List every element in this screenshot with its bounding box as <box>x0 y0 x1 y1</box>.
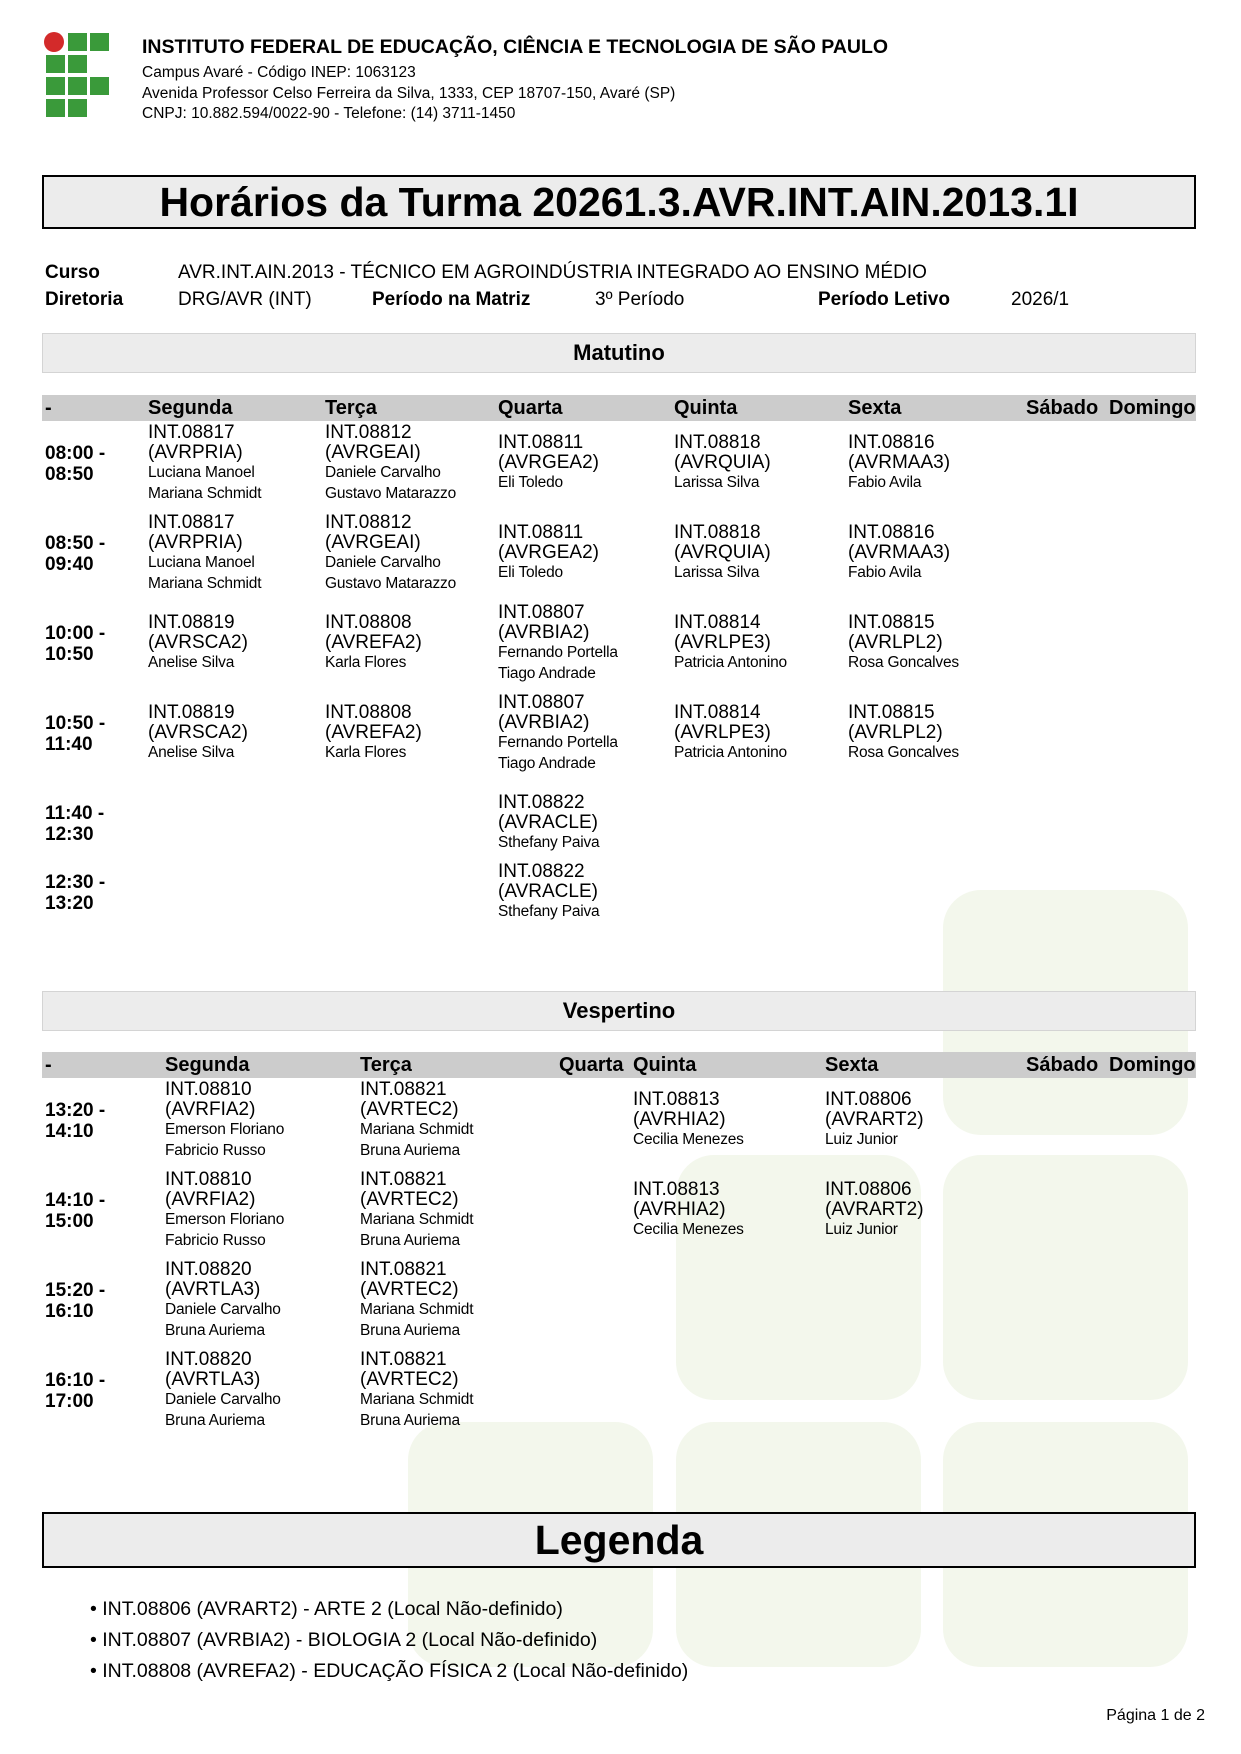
periodo-letivo-value: 2026/1 <box>1011 289 1070 310</box>
class-code: INT.08811 <box>498 522 584 543</box>
class-abbrev: (AVRLPE3) <box>674 722 771 743</box>
class-abbrev: (AVRTEC2) <box>360 1279 459 1300</box>
class-cell <box>674 613 787 674</box>
teacher-name: Fernando Portella <box>498 644 618 661</box>
time-slot <box>45 533 105 575</box>
time-line: 08:50 - <box>45 533 106 554</box>
class-cell <box>674 433 771 494</box>
class-abbrev: (AVRGEA2) <box>498 452 600 473</box>
class-cell <box>825 1090 924 1151</box>
class-code: INT.08806 <box>825 1179 912 1200</box>
time-line: 15:20 - <box>45 1280 106 1301</box>
class-abbrev: (AVREFA2) <box>325 722 422 743</box>
time-line: 09:40 <box>45 554 94 575</box>
class-cell <box>165 1170 284 1251</box>
class-code: INT.08811 <box>498 432 584 453</box>
col-quarta: Quarta <box>559 1054 624 1076</box>
legend-list <box>90 1594 688 1687</box>
periodo-letivo-label: Período Letivo <box>818 289 950 310</box>
campus-line: Campus Avaré - Código INEP: 1063123 <box>142 64 416 81</box>
class-code: INT.08822 <box>498 861 585 882</box>
address-line: Avenida Professor Celso Ferreira da Silva, 1333, CEP 18707-150, Avaré (SP) <box>142 84 676 102</box>
teacher-name: Sthefany Paiva <box>498 903 600 920</box>
class-cell <box>498 603 618 684</box>
class-code: INT.08818 <box>674 522 761 543</box>
teacher-name: Mariana Schmidt <box>360 1301 474 1318</box>
class-code: INT.08819 <box>148 702 235 723</box>
class-abbrev: (AVRBIA2) <box>498 622 590 643</box>
class-cell <box>498 793 599 854</box>
class-abbrev: (AVRPRIA) <box>148 532 243 553</box>
col-terca: Terça <box>325 397 377 419</box>
time-line: 10:50 - <box>45 713 106 734</box>
class-abbrev: (AVRGEAI) <box>325 442 421 463</box>
col-quinta: Quinta <box>633 1054 697 1076</box>
curso-value: AVR.INT.AIN.2013 - TÉCNICO EM AGROINDÚSTRIA INTEGRADO AO ENSINO MÉDIO <box>178 262 927 283</box>
vespertino-table-header <box>42 1052 1196 1078</box>
time-line: 16:10 <box>45 1301 94 1322</box>
teacher-name: Daniele Carvalho <box>165 1391 281 1408</box>
class-code: INT.08820 <box>165 1349 252 1370</box>
class-abbrev: (AVRQUIA) <box>674 452 771 473</box>
time-slot <box>45 1190 105 1232</box>
teacher-name: Fabricio Russo <box>165 1141 266 1159</box>
class-abbrev: (AVRPRIA) <box>148 442 243 463</box>
class-abbrev: (AVRMAA3) <box>848 452 951 473</box>
class-code: INT.08816 <box>848 522 935 543</box>
class-abbrev: (AVRTLA3) <box>165 1279 261 1300</box>
time-line: 11:40 - <box>45 803 105 824</box>
class-abbrev: (AVRACLE) <box>498 881 598 902</box>
legend-item: • INT.08806 (AVRART2) - ARTE 2 (Local Não-definido) <box>90 1594 688 1625</box>
teacher-name: Daniele Carvalho <box>325 554 441 571</box>
diretoria-label: Diretoria <box>45 289 124 310</box>
class-cell <box>360 1350 473 1431</box>
time-line: 12:30 <box>45 824 94 845</box>
col-sabado: Sábado <box>1026 1054 1099 1076</box>
time-slot <box>45 803 104 845</box>
time-line: 11:40 <box>45 734 93 755</box>
class-cell <box>674 703 787 764</box>
class-code: INT.08808 <box>325 702 412 723</box>
class-abbrev: (AVRFIA2) <box>165 1189 256 1210</box>
class-cell <box>148 613 248 674</box>
teacher-name: Bruna Auriema <box>165 1321 265 1339</box>
time-line: 17:00 <box>45 1391 94 1412</box>
class-abbrev: (AVRTLA3) <box>165 1369 261 1390</box>
class-cell <box>165 1260 281 1341</box>
col-sexta: Sexta <box>825 1054 879 1076</box>
class-code: INT.08812 <box>325 422 412 443</box>
class-abbrev: (AVRBIA2) <box>498 712 590 733</box>
time-slot <box>45 1100 105 1142</box>
col-sexta: Sexta <box>848 397 902 419</box>
class-cell <box>498 523 599 584</box>
teacher-name: Bruna Auriema <box>360 1141 460 1159</box>
teacher-name: Mariana Schmidt <box>360 1121 474 1138</box>
teacher-name: Gustavo Matarazzo <box>325 484 456 502</box>
teacher-name: Fernando Portella <box>498 734 618 751</box>
teacher-name: Bruna Auriema <box>360 1231 460 1249</box>
diretoria-value: DRG/AVR (INT) <box>178 289 312 310</box>
class-code: INT.08820 <box>165 1259 252 1280</box>
time-line: 14:10 - <box>45 1190 106 1211</box>
teacher-name: Karla Flores <box>325 744 407 761</box>
section-vespertino: Vespertino <box>42 991 1196 1031</box>
class-code: INT.08810 <box>165 1169 252 1190</box>
teacher-name: Eli Toledo <box>498 474 563 491</box>
class-cell <box>498 693 618 774</box>
teacher-name: Mariana Schmidt <box>360 1391 474 1408</box>
time-line: 15:00 <box>45 1211 94 1232</box>
class-abbrev: (AVRQUIA) <box>674 542 771 563</box>
periodo-matriz-value: 3º Período <box>595 289 685 310</box>
col-segunda: Segunda <box>148 397 233 419</box>
time-slot <box>45 1370 105 1412</box>
class-code: INT.08814 <box>674 612 761 633</box>
class-abbrev: (AVRART2) <box>825 1109 924 1130</box>
class-cell <box>825 1180 924 1241</box>
class-cell <box>360 1260 473 1341</box>
col-dash: - <box>45 397 52 419</box>
class-abbrev: (AVRSCA2) <box>148 722 248 743</box>
class-code: INT.08807 <box>498 602 585 623</box>
teacher-name: Eli Toledo <box>498 564 563 581</box>
class-code: INT.08816 <box>848 432 935 453</box>
time-slot <box>45 443 105 485</box>
class-cell <box>633 1090 744 1151</box>
curso-label: Curso <box>45 262 100 283</box>
time-line: 13:20 <box>45 893 94 914</box>
time-slot <box>45 1280 105 1322</box>
class-abbrev: (AVREFA2) <box>325 632 422 653</box>
time-slot <box>45 623 105 665</box>
watermark-square <box>943 1155 1188 1400</box>
time-slot <box>45 872 105 914</box>
col-terca: Terça <box>360 1054 412 1076</box>
matutino-table-header <box>42 395 1196 421</box>
class-code: INT.08806 <box>825 1089 912 1110</box>
class-code: INT.08814 <box>674 702 761 723</box>
teacher-name: Mariana Schmidt <box>148 484 262 502</box>
teacher-name: Luciana Manoel <box>148 554 255 571</box>
teacher-name: Bruna Auriema <box>360 1321 460 1339</box>
class-cell <box>148 423 261 504</box>
class-code: INT.08822 <box>498 792 585 813</box>
class-code: INT.08812 <box>325 512 412 533</box>
class-code: INT.08810 <box>165 1079 252 1100</box>
legend-item: • INT.08808 (AVREFA2) - EDUCAÇÃO FÍSICA 2 (Local Não-definido) <box>90 1656 688 1687</box>
class-cell <box>148 703 248 764</box>
class-abbrev: (AVRART2) <box>825 1199 924 1220</box>
teacher-name: Emerson Floriano <box>165 1121 285 1138</box>
class-cell <box>848 523 950 584</box>
col-quinta: Quinta <box>674 397 738 419</box>
col-sabado: Sábado <box>1026 397 1099 419</box>
time-line: 10:00 - <box>45 623 106 644</box>
teacher-name: Rosa Goncalves <box>848 654 959 671</box>
teacher-name: Patricia Antonino <box>674 744 787 761</box>
col-quarta: Quarta <box>498 397 563 419</box>
class-abbrev: (AVRHIA2) <box>633 1109 726 1130</box>
teacher-name: Anelise Silva <box>148 744 235 761</box>
class-abbrev: (AVRGEA2) <box>498 542 600 563</box>
teacher-name: Daniele Carvalho <box>165 1301 281 1318</box>
class-code: INT.08821 <box>360 1079 447 1100</box>
teacher-name: Mariana Schmidt <box>360 1211 474 1228</box>
teacher-name: Cecilia Menezes <box>633 1131 744 1148</box>
class-cell <box>165 1350 281 1431</box>
section-matutino: Matutino <box>42 333 1196 373</box>
teacher-name: Larissa Silva <box>674 564 760 581</box>
teacher-name: Larissa Silva <box>674 474 760 491</box>
class-cell <box>848 613 959 674</box>
class-cell <box>633 1180 744 1241</box>
class-abbrev: (AVRSCA2) <box>148 632 248 653</box>
teacher-name: Bruna Auriema <box>165 1411 265 1429</box>
class-code: INT.08821 <box>360 1349 447 1370</box>
col-domingo: Domingo <box>1109 1054 1196 1076</box>
teacher-name: Mariana Schmidt <box>148 574 262 592</box>
teacher-name: Emerson Floriano <box>165 1211 285 1228</box>
class-cell <box>148 513 261 594</box>
teacher-name: Anelise Silva <box>148 654 235 671</box>
teacher-name: Gustavo Matarazzo <box>325 574 456 592</box>
class-cell <box>498 433 599 494</box>
teacher-name: Tiago Andrade <box>498 754 596 772</box>
legend-title: Legenda <box>42 1512 1196 1568</box>
class-code: INT.08817 <box>148 422 235 443</box>
time-line: 08:50 <box>45 464 94 485</box>
teacher-name: Luciana Manoel <box>148 464 255 481</box>
institution-name: INSTITUTO FEDERAL DE EDUCAÇÃO, CIÊNCIA E TECNOLOGIA DE SÃO PAULO <box>142 36 889 58</box>
class-cell <box>165 1080 284 1161</box>
class-cell <box>674 523 771 584</box>
col-domingo: Domingo <box>1109 397 1196 419</box>
class-abbrev: (AVRLPL2) <box>848 632 943 653</box>
time-line: 14:10 <box>45 1121 94 1142</box>
class-code: INT.08821 <box>360 1259 447 1280</box>
time-line: 12:30 - <box>45 872 106 893</box>
teacher-name: Karla Flores <box>325 654 407 671</box>
time-line: 13:20 - <box>45 1100 106 1121</box>
class-code: INT.08813 <box>633 1089 720 1110</box>
class-cell <box>848 433 950 494</box>
class-abbrev: (AVRMAA3) <box>848 542 951 563</box>
class-code: INT.08808 <box>325 612 412 633</box>
class-code: INT.08817 <box>148 512 235 533</box>
class-abbrev: (AVRLPE3) <box>674 632 771 653</box>
legend-item: • INT.08807 (AVRBIA2) - BIOLOGIA 2 (Local Não-definido) <box>90 1625 688 1656</box>
class-abbrev: (AVRTEC2) <box>360 1189 459 1210</box>
teacher-name: Fabio Avila <box>848 474 922 491</box>
class-abbrev: (AVRLPL2) <box>848 722 943 743</box>
time-line: 16:10 - <box>45 1370 106 1391</box>
class-cell <box>325 423 456 504</box>
col-dash: - <box>45 1054 52 1076</box>
class-code: INT.08815 <box>848 612 935 633</box>
class-cell <box>360 1080 473 1161</box>
teacher-name: Sthefany Paiva <box>498 834 600 851</box>
page-number: Página 1 de 2 <box>1106 1707 1205 1724</box>
class-cell <box>360 1170 473 1251</box>
class-abbrev: (AVRGEAI) <box>325 532 421 553</box>
time-line: 08:00 - <box>45 443 106 464</box>
institution-header <box>142 36 888 125</box>
teacher-name: Bruna Auriema <box>360 1411 460 1429</box>
class-code: INT.08819 <box>148 612 235 633</box>
class-code: INT.08807 <box>498 692 585 713</box>
class-abbrev: (AVRACLE) <box>498 812 598 833</box>
class-abbrev: (AVRHIA2) <box>633 1199 726 1220</box>
time-slot <box>45 713 105 755</box>
class-abbrev: (AVRTEC2) <box>360 1099 459 1120</box>
teacher-name: Cecilia Menezes <box>633 1221 744 1238</box>
class-code: INT.08813 <box>633 1179 720 1200</box>
teacher-name: Tiago Andrade <box>498 664 596 682</box>
teacher-name: Luiz Junior <box>825 1221 898 1238</box>
class-cell <box>325 513 456 594</box>
teacher-name: Patricia Antonino <box>674 654 787 671</box>
class-abbrev: (AVRTEC2) <box>360 1369 459 1390</box>
class-cell <box>498 862 599 923</box>
class-code: INT.08821 <box>360 1169 447 1190</box>
cnpj-line: CNPJ: 10.882.594/0022-90 - Telefone: (14) 3711-1450 <box>142 105 516 122</box>
teacher-name: Luiz Junior <box>825 1131 898 1148</box>
class-code: INT.08818 <box>674 432 761 453</box>
teacher-name: Daniele Carvalho <box>325 464 441 481</box>
teacher-name: Rosa Goncalves <box>848 744 959 761</box>
class-cell <box>848 703 959 764</box>
time-line: 10:50 <box>45 644 94 665</box>
institution-logo <box>44 32 108 116</box>
col-segunda: Segunda <box>165 1054 250 1076</box>
class-abbrev: (AVRFIA2) <box>165 1099 256 1120</box>
class-cell <box>325 613 422 674</box>
periodo-matriz-label: Período na Matriz <box>372 289 531 310</box>
teacher-name: Fabricio Russo <box>165 1231 266 1249</box>
class-code: INT.08815 <box>848 702 935 723</box>
page-title: Horários da Turma 20261.3.AVR.INT.AIN.2013.1I <box>42 175 1196 229</box>
teacher-name: Fabio Avila <box>848 564 922 581</box>
class-cell <box>325 703 422 764</box>
